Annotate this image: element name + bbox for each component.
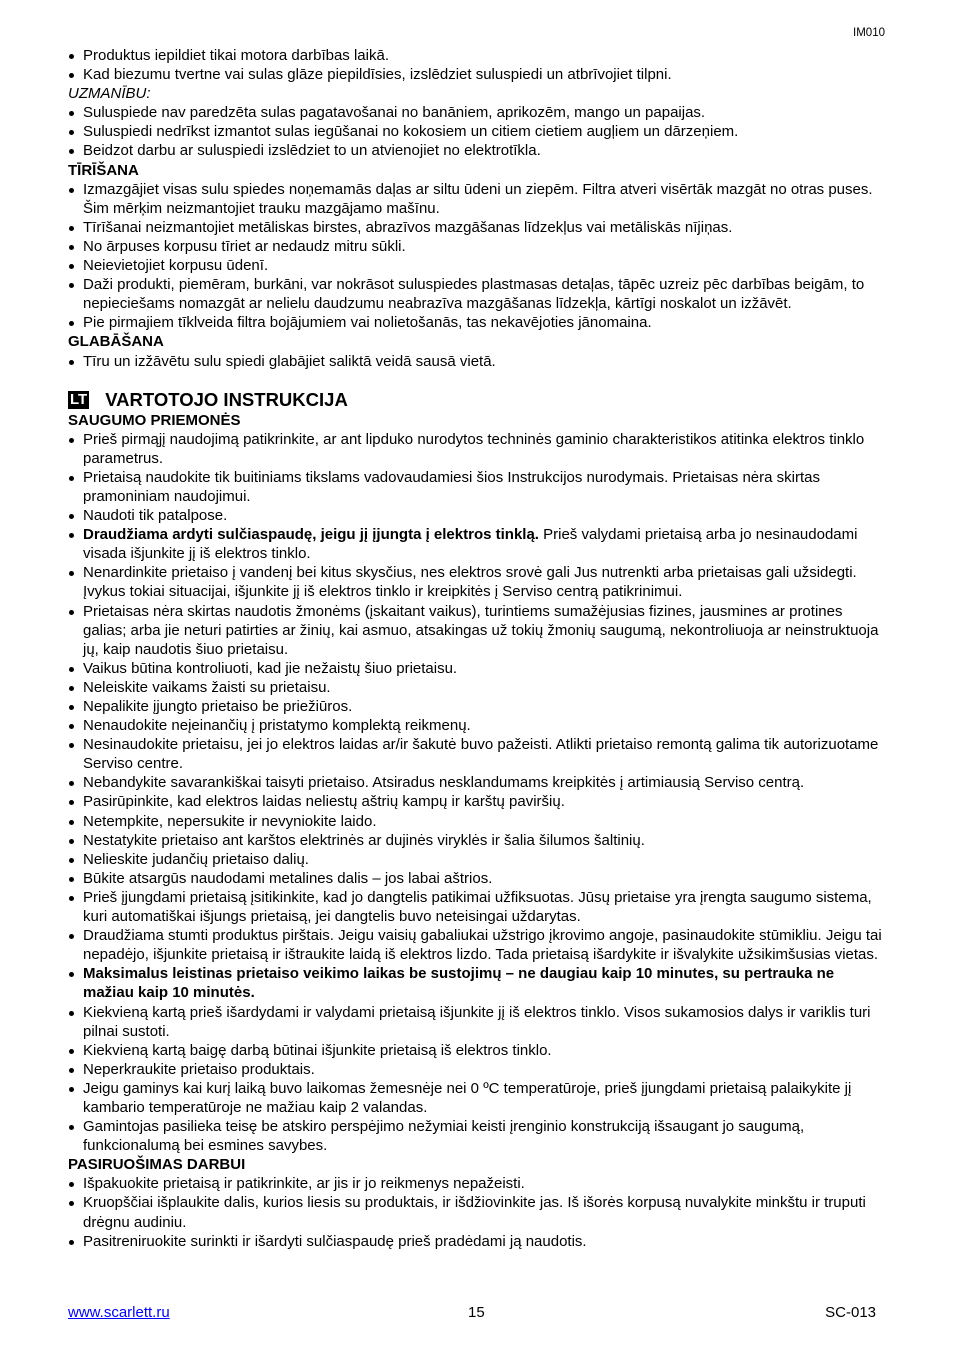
preparation-list [68,1174,888,1250]
storage-list [68,352,888,371]
list-item [68,1041,888,1060]
lv-list-b [68,103,888,160]
item-text: Prieš pirmąjį naudojimą patikrinkite, ar ant lipduko nurodytos techninės gaminio charakteristikos atitinka elektros tinklo parametrus. [83,430,865,467]
page-content [68,46,888,1251]
item-text: Kiekvieną kartą baigę darbą būtinai išjunkite prietaisą iš elektros tinklo. [83,1041,552,1059]
item-text: Nesinaudokite prietaisu, jei jo elektros laidas ar/ir šakutė buvo pažeisti. Atlikti prietaiso remontą galima tik autorizuotame Serviso centre. [83,736,879,773]
list-item: Suluspiede nav paredzēta sulas pagatavošanai no banāniem, aprikozēm, mango un papaijas. [68,103,888,122]
item-text: Kiekvieną kartą prieš išardydami ir valydami prietaisą išjunkite jį iš elektros tinklo. Visos sukamosios dalys ir variklis turi pilnai sustoti. [83,1003,871,1040]
list-item: Pie pirmajiem tīklveida filtra bojājumiem vai nolietošanās, tas nekavējoties jānomaina. [68,313,888,332]
list-item: Kad biezumu tvertne vai sulas glāze piepildīsies, izslēdziet suluspiedi un atbrīvojiet tilpni. [68,65,888,84]
list-item [68,735,888,773]
list-item: Tīru un izžāvētu sulu spiedi glabājiet saliktā veidā sausā vietā. [68,352,888,371]
list-item [68,678,888,697]
list-item: Daži produkti, piemēram, burkāni, var nokrāsot suluspiedes plastmasas detaļas, tāpēc uzreiz pēc darbības beigām, to nepieciešams nomazgāt ar nelielu daudzumu neabrazīva mazgāšanas līdzekļa, kārtīgi noskalot un izžāvēt. [68,275,888,313]
item-text: Nepalikite įjungto prietaiso be priežiūros. [83,698,353,715]
model-number: SC-013 [825,1304,876,1321]
list-item: Izmazgājiet visas sulu spiedes noņemamās daļas ar siltu ūdeni un ziepēm. Filtra atveri visērtāk mazgāt no otras puses. Šim mērķim neizmantojiet trauku mazgājamo mašīnu. [68,180,888,218]
list-item [68,697,888,716]
list-item [68,812,888,831]
list-item [68,602,888,659]
list-item: Beidzot darbu ar suluspiedi izslēdziet to un atvienojiet no elektrotīkla. [68,141,888,160]
list-item: Produktus iepildiet tikai motora darbības laikā. [68,46,888,65]
list-item [68,1003,888,1041]
list-item [68,964,888,1002]
page-number: 15 [468,1304,485,1321]
warning-label: UZMANĪBU: [68,85,151,103]
list-item [68,430,888,468]
item-text: Neperkraukite prietaiso produktais. [83,1060,315,1078]
list-item: Neievietojiet korpusu ūdenī. [68,256,888,275]
list-item [68,773,888,792]
section-heading-storage: GLABĀŠANA [68,333,164,351]
section-heading-safety: SAUGUMO PRIEMONĖS [68,411,241,429]
list-item [68,926,888,964]
list-item [68,1060,888,1079]
item-text: Prieš įjungdami prietaisą įsitikinkite, kad jo dangtelis patikimai užfiksuotas. Jūsų prietaise yra įrengta saugumo sistema, kuri automatiškai išjungs prietaisą, jei dangtelis buvo neteisingai uždarytas. [83,888,872,926]
website-link[interactable]: www.scarlett.ru [68,1304,170,1321]
lv-list-a [68,46,888,84]
item-text: Nenaudokite neįeinančių į pristatymo komplektą reikmenų. [83,717,471,735]
section-heading-cleaning: TĪRĪŠANA [68,161,139,179]
item-text: Nebandykite savarankiškai taisyti prietaiso. Atsiradus nesklandumams kreipkitės į artimiausią Serviso centrą. [83,774,805,792]
list-item [68,659,888,678]
item-text: Prietaisas nėra skirtas naudotis žmonėms (įskaitant vaikus), turintiems sumažėjusias fizines, jausmines ar protines galias; arba jie neturi patirties ar žinių, kai asmuo, atsakingas už tokių žmonių saugumą, nekontroliuoja ar neinstruktuoja jų, kaip naudotis šiuo prietaisu. [83,602,879,658]
item-text: Nestatykite prietaiso ant karštos elektrinės ar dujinės viryklės ir šalia šilumos šaltinių. [83,831,645,849]
list-item: No ārpuses korpusu tīriet ar nedaudz mitru sūkli. [68,237,888,256]
lt-title-text: VARTOTOJO INSTRUKCIJA [105,388,348,410]
list-item [68,792,888,811]
list-item [68,468,888,506]
item-text: Neleiskite vaikams žaisti su prietaisu. [83,678,331,696]
list-item [68,506,888,525]
item-text: Netempkite, nepersukite ir nevyniokite laido. [83,812,377,830]
list-item [68,525,888,563]
item-text: Naudoti tik patalpose. [83,507,228,525]
item-text: Pasirūpinkite, kad elektros laidas neliestų aštrių kampų ir karštų paviršių. [83,793,565,811]
item-text: Draudžiama stumti produktus pirštais. Jeigu vaisių gabaliukai užstrigo įkrovimo angoje, pasinaudokite stūmikliu. Jeigu tai nepadėjo, išjunkite prietaisą ir ištraukite laidą iš elektros lizdo. Tada prietaisą išardykite ir išvalykite užsikimšusias vietas. [83,927,882,964]
list-item [68,850,888,869]
list-item: Tīrīšanai neizmantojiet metāliskas birstes, abrazīvos mazgāšanas līdzekļus vai metāliskās nījiņas. [68,218,888,237]
list-item: Suluspiedi nedrīkst izmantot sulas iegūšanai no kokosiem un citiem cietiem augļiem un dārzeņiem. [68,122,888,141]
section-heading-preparation: PASIRUOŠIMAS DARBUI [68,1156,246,1174]
item-text: Prieš valydami prietaisą arba jo nesinaudodami visada išjunkite jį iš elektros tinklo. [83,526,858,563]
language-badge: LT [70,390,88,408]
list-item: Pasitreniruokite surinkti ir išardyti sulčiaspaudę prieš pradėdami ją naudotis. [68,1232,888,1251]
list-item [68,888,888,926]
item-text: Vaikus būtina kontroliuoti, kad jie nežaistų šiuo prietaisu. [83,659,458,677]
item-text: Jeigu gaminys kai kurį laiką buvo laikomas žemesnėje nei 0 ºC temperatūroje, prieš įjungdami prietaisą palaikykite jį kambario temperatūroje ne mažiau kaip 2 valandas. [83,1079,852,1116]
list-item [68,716,888,735]
list-item: Kruopščiai išplaukite dalis, kurios liesis su produktais, ir išdžiovinkite jas. Iš išorės korpusą nuvalykite minkštu ir truputi drėgnu audiniu. [68,1193,888,1231]
list-item [68,563,888,601]
item-text: Nenardinkite prietaiso į vandenį bei kitus skysčius, nes elektros srovė gali Jus nutrenkti arba prietaisas gali užsidegti. Įvykus tokiai situacijai, išjunkite jį iš elektros tinklo ir kreipkitės į Serviso centrą patikrinimui. [83,564,857,601]
list-item [68,1079,888,1117]
item-text: Prietaisą naudokite tik buitiniams tikslams vadovaudamiesi šios Instrukcijos nurodymais. Prietaisas nėra skirtas pramoniniam naudojimui. [83,468,820,505]
item-text: Nelieskite judančių prietaiso dalių. [83,850,309,868]
bold-text: Draudžiama ardyti sulčiaspaudę, jeigu jį įjungta į elektros tinklą. [83,526,539,544]
lt-title [68,389,888,411]
item-text: Būkite atsargūs naudodami metalines dalis – jos labai aštrios. [83,869,493,887]
list-item [68,831,888,850]
cleaning-list [68,180,888,333]
list-item [68,869,888,888]
bold-text: Maksimalus leistinas prietaiso veikimo laikas be sustojimų – ne daugiau kaip 10 minutes, su pertrauka ne mažiau kaip 10 minutės. [83,965,835,1002]
list-item [68,1117,888,1155]
list-item: Išpakuokite prietaisą ir patikrinkite, ar jis ir jo reikmenys nepažeisti. [68,1174,888,1193]
item-text: Gamintojas pasilieka teisę be atskiro perspėjimo nežymiai keisti įrenginio konstrukciją išsaugant jo saugumą, funkcionalumą bei esmines savybes. [83,1118,805,1155]
document-code: IM010 [853,27,885,39]
safety-list [68,430,888,1156]
